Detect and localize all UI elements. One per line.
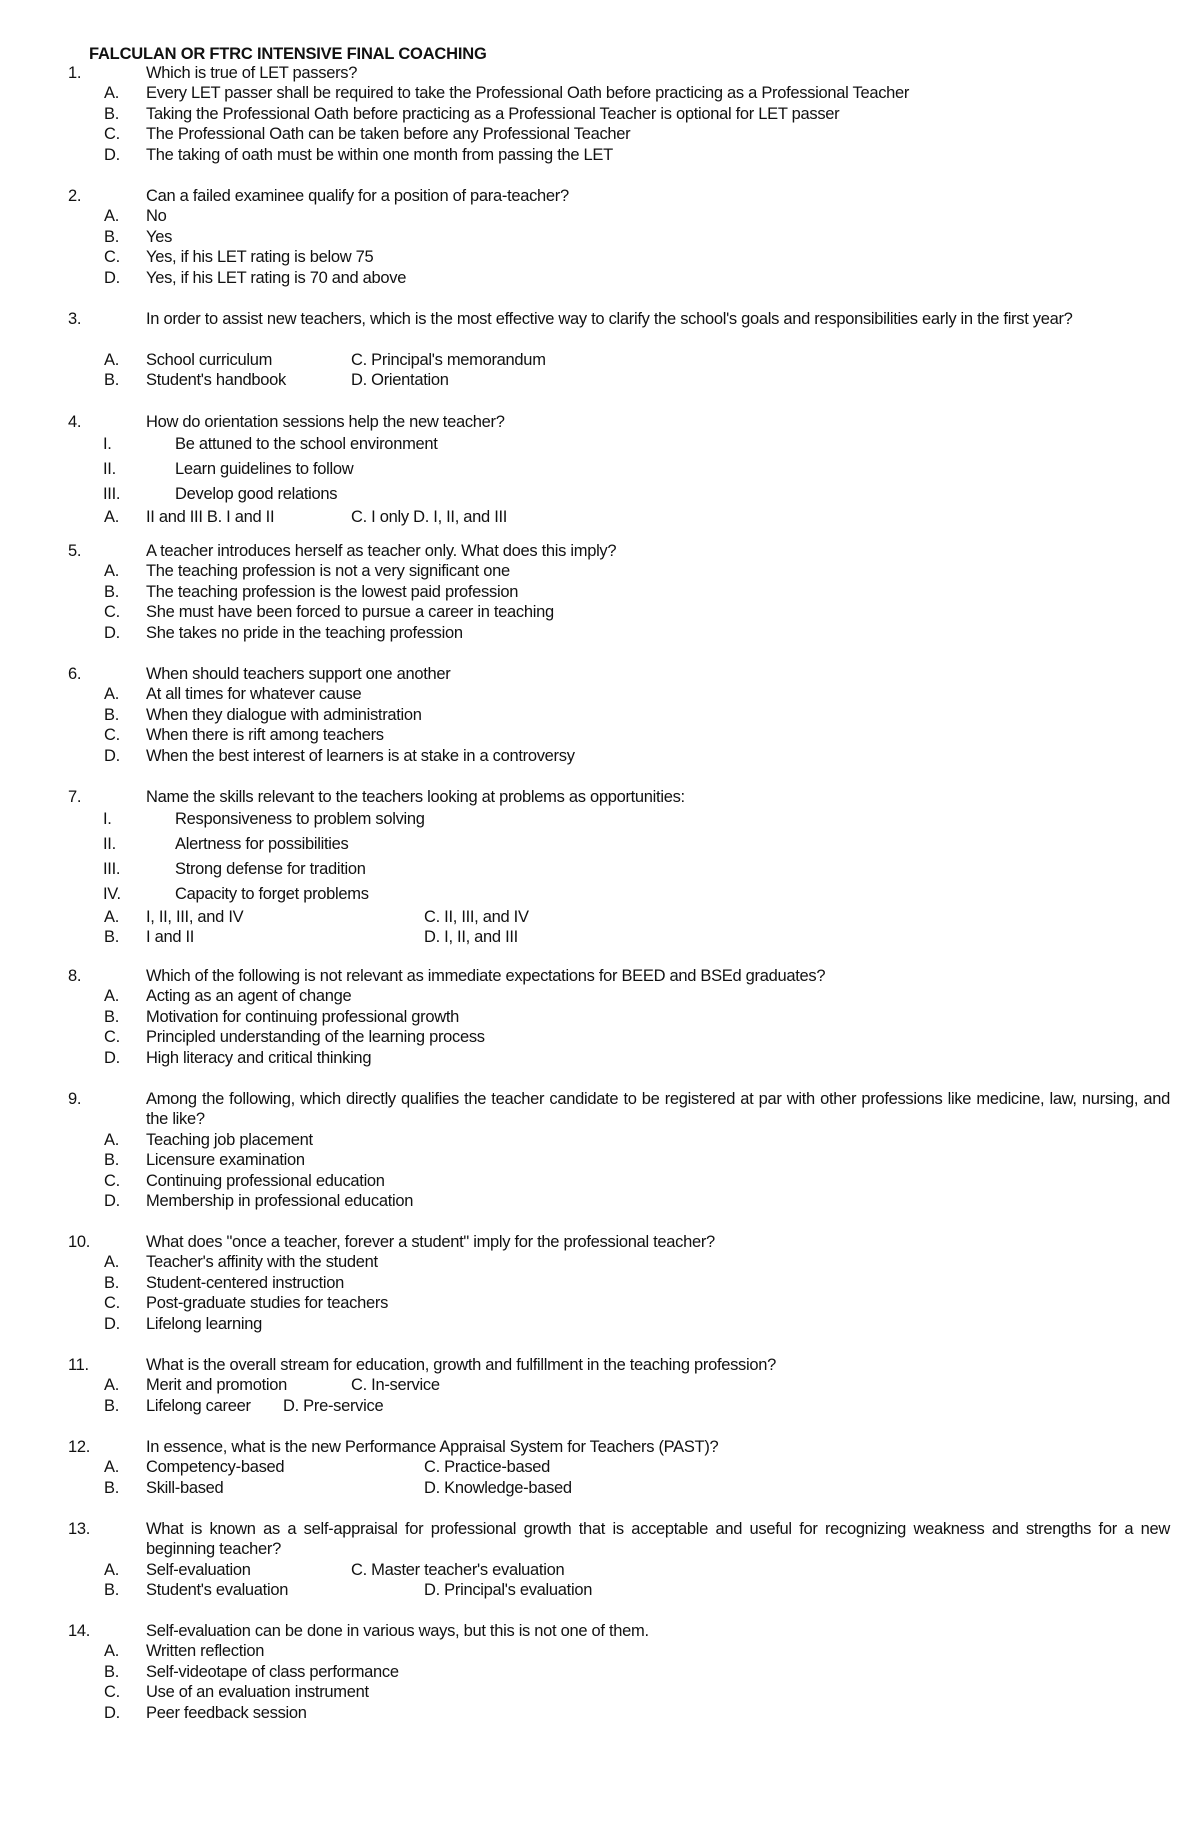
option-b bbox=[0, 1273, 1200, 1293]
roman-numeral: I. bbox=[103, 435, 112, 454]
option-letter: A. bbox=[104, 1130, 119, 1149]
option-letter: B. bbox=[104, 927, 119, 946]
option-letter: A. bbox=[104, 907, 119, 926]
option-letter: D. bbox=[104, 268, 120, 287]
option-letter: D. bbox=[104, 623, 120, 642]
option-text: The teaching profession is not a very significant one bbox=[146, 562, 510, 581]
question-13 bbox=[0, 1519, 1200, 1601]
question-text: What is known as a self-appraisal for professional growth that is acceptable and useful for recognizing weakness and strengths for a new beginning teacher? bbox=[146, 1520, 1170, 1559]
option-text: Yes, if his LET rating is 70 and above bbox=[146, 268, 407, 287]
option-row bbox=[0, 927, 1200, 947]
option-text: C. I only D. I, II, and III bbox=[351, 507, 508, 526]
option-letter: C. bbox=[104, 726, 120, 745]
question-number: 10. bbox=[68, 1233, 91, 1251]
option-c bbox=[0, 124, 1200, 144]
option-b bbox=[0, 1150, 1200, 1170]
question-number: 7. bbox=[68, 788, 82, 806]
option-d bbox=[0, 1703, 1200, 1723]
option-text: Lifelong learning bbox=[146, 1314, 262, 1333]
option-letter: C. bbox=[104, 248, 120, 267]
option-text: D. Pre-service bbox=[283, 1396, 384, 1415]
option-letter: A. bbox=[104, 1376, 119, 1395]
option-text: School curriculum bbox=[146, 350, 273, 369]
option-letter: C. bbox=[104, 1028, 120, 1047]
question-line bbox=[0, 664, 1200, 684]
option-text: Self-videotape of class performance bbox=[146, 1662, 399, 1681]
question-number: 13. bbox=[68, 1520, 91, 1538]
option-letter: D. bbox=[104, 1048, 120, 1067]
option-text: Every LET passer shall be required to take the Professional Oath before practicing as a Professional Teacher bbox=[146, 84, 910, 103]
option-letter: C. bbox=[104, 1294, 120, 1313]
option-text: Peer feedback session bbox=[146, 1703, 307, 1722]
option-text: Competency-based bbox=[146, 1458, 285, 1477]
option-letter: B. bbox=[104, 1478, 119, 1497]
option-c bbox=[0, 1293, 1200, 1313]
option-b bbox=[0, 227, 1200, 247]
roman-text: Strong defense for tradition bbox=[175, 859, 366, 878]
option-text: Teacher's affinity with the student bbox=[146, 1253, 378, 1272]
option-text: Skill-based bbox=[146, 1478, 224, 1497]
option-text: C. Principal's memorandum bbox=[351, 350, 546, 369]
question-number: 14. bbox=[68, 1622, 91, 1640]
option-c bbox=[0, 1682, 1200, 1702]
option-text: When the best interest of learners is at stake in a controversy bbox=[146, 746, 575, 765]
option-text: Taking the Professional Oath before practicing as a Professional Teacher is optional for LET passer bbox=[146, 104, 840, 123]
option-text: When they dialogue with administration bbox=[146, 705, 422, 724]
option-text: C. II, III, and IV bbox=[424, 907, 529, 926]
option-a bbox=[0, 684, 1200, 704]
option-text: D. Orientation bbox=[351, 371, 449, 390]
question-text: In essence, what is the new Performance Appraisal System for Teachers (PAST)? bbox=[146, 1438, 719, 1456]
option-row bbox=[0, 1478, 1200, 1498]
option-a bbox=[0, 1641, 1200, 1661]
roman-item bbox=[0, 832, 1200, 857]
question-line bbox=[0, 966, 1200, 986]
option-c bbox=[0, 725, 1200, 745]
roman-text: Develop good relations bbox=[175, 484, 338, 503]
option-letter: C. bbox=[104, 1683, 120, 1702]
question-line bbox=[0, 186, 1200, 206]
option-text: Motivation for continuing professional growth bbox=[146, 1007, 460, 1026]
option-letter: D. bbox=[104, 1314, 120, 1333]
option-row bbox=[0, 1396, 1200, 1416]
question-9 bbox=[0, 1089, 1200, 1211]
roman-numeral: I. bbox=[103, 810, 112, 829]
option-letter: D. bbox=[104, 145, 120, 164]
question-7 bbox=[0, 787, 1200, 947]
option-letter: B. bbox=[104, 371, 119, 390]
question-line bbox=[0, 1355, 1200, 1375]
roman-text: Be attuned to the school environment bbox=[175, 435, 438, 454]
question-number: 6. bbox=[68, 665, 82, 683]
option-letter: C. bbox=[104, 603, 120, 622]
question-text: Self-evaluation can be done in various ways, but this is not one of them. bbox=[146, 1622, 649, 1640]
question-3 bbox=[0, 309, 1200, 391]
roman-text: Alertness for possibilities bbox=[175, 835, 349, 854]
option-letter: B. bbox=[104, 1581, 119, 1600]
option-text: The teaching profession is the lowest paid profession bbox=[146, 582, 519, 601]
question-number: 12. bbox=[68, 1438, 91, 1456]
option-d bbox=[0, 1048, 1200, 1068]
option-row bbox=[0, 370, 1200, 390]
option-text: D. Principal's evaluation bbox=[424, 1581, 593, 1600]
option-b bbox=[0, 104, 1200, 124]
option-text: Use of an evaluation instrument bbox=[146, 1683, 369, 1702]
option-letter: B. bbox=[104, 1273, 119, 1292]
option-b bbox=[0, 705, 1200, 725]
roman-item bbox=[0, 807, 1200, 832]
option-text: The Professional Oath can be taken before any Professional Teacher bbox=[146, 125, 631, 144]
option-text: I and II bbox=[146, 927, 195, 946]
option-b bbox=[0, 582, 1200, 602]
option-text: Lifelong career bbox=[146, 1396, 251, 1415]
roman-text: Responsiveness to problem solving bbox=[175, 810, 425, 829]
roman-numeral: III. bbox=[103, 484, 121, 503]
option-d bbox=[0, 746, 1200, 766]
option-letter: C. bbox=[104, 1171, 120, 1190]
roman-item bbox=[0, 432, 1200, 457]
option-a bbox=[0, 1130, 1200, 1150]
option-text: C. In-service bbox=[351, 1376, 440, 1395]
option-text: D. I, II, and III bbox=[424, 927, 518, 946]
question-text: When should teachers support one another bbox=[146, 665, 451, 683]
question-line bbox=[0, 309, 1200, 350]
option-text: Yes bbox=[146, 227, 173, 246]
option-row bbox=[0, 1560, 1200, 1580]
question-number: 8. bbox=[68, 967, 82, 985]
option-letter: B. bbox=[104, 1007, 119, 1026]
roman-item bbox=[0, 882, 1200, 907]
option-letter: B. bbox=[104, 227, 119, 246]
option-text: Self-evaluation bbox=[146, 1560, 251, 1579]
option-c bbox=[0, 247, 1200, 267]
option-letter: B. bbox=[104, 1151, 119, 1170]
question-number: 1. bbox=[68, 64, 82, 82]
option-text: Student's evaluation bbox=[146, 1581, 289, 1600]
option-a bbox=[0, 561, 1200, 581]
question-text: Can a failed examinee qualify for a position of para-teacher? bbox=[146, 187, 569, 205]
option-a bbox=[0, 83, 1200, 103]
option-letter: A. bbox=[104, 507, 119, 526]
question-2 bbox=[0, 186, 1200, 288]
option-b bbox=[0, 1662, 1200, 1682]
question-line bbox=[0, 787, 1200, 807]
question-text: What is the overall stream for education, growth and fulfillment in the teaching profession? bbox=[146, 1356, 777, 1374]
option-d bbox=[0, 268, 1200, 288]
question-8 bbox=[0, 966, 1200, 1068]
roman-numeral: IV. bbox=[103, 884, 121, 903]
option-text: Student-centered instruction bbox=[146, 1273, 344, 1292]
roman-item bbox=[0, 857, 1200, 882]
option-letter: B. bbox=[104, 104, 119, 123]
roman-numeral: II. bbox=[103, 835, 116, 854]
option-text: Written reflection bbox=[146, 1642, 265, 1661]
option-text: II and III B. I and II bbox=[146, 507, 275, 526]
option-text: Post-graduate studies for teachers bbox=[146, 1294, 389, 1313]
option-letter: D. bbox=[104, 1703, 120, 1722]
option-text: Membership in professional education bbox=[146, 1191, 414, 1210]
option-a bbox=[0, 986, 1200, 1006]
option-row bbox=[0, 1457, 1200, 1477]
option-a bbox=[0, 206, 1200, 226]
question-text: How do orientation sessions help the new teacher? bbox=[146, 413, 505, 431]
option-letter: B. bbox=[104, 1396, 119, 1415]
question-number: 9. bbox=[68, 1090, 82, 1108]
option-letter: B. bbox=[104, 705, 119, 724]
option-text: She must have been forced to pursue a career in teaching bbox=[146, 603, 554, 622]
option-row bbox=[0, 1580, 1200, 1600]
option-letter: A. bbox=[104, 207, 119, 226]
option-text: Licensure examination bbox=[146, 1151, 305, 1170]
question-1 bbox=[0, 63, 1200, 165]
question-line bbox=[0, 541, 1200, 561]
question-text: Name the skills relevant to the teachers looking at problems as opportunities: bbox=[146, 788, 685, 806]
option-c bbox=[0, 1171, 1200, 1191]
question-line bbox=[0, 412, 1200, 432]
question-text: Which is true of LET passers? bbox=[146, 64, 358, 82]
option-letter: A. bbox=[104, 84, 119, 103]
option-d bbox=[0, 1191, 1200, 1211]
option-d bbox=[0, 145, 1200, 165]
option-text: C. Master teacher's evaluation bbox=[351, 1560, 565, 1579]
question-text: A teacher introduces herself as teacher only. What does this imply? bbox=[146, 542, 617, 560]
option-letter: A. bbox=[104, 1253, 119, 1272]
option-text: I, II, III, and IV bbox=[146, 907, 244, 926]
option-text: At all times for whatever cause bbox=[146, 685, 362, 704]
question-line bbox=[0, 1232, 1200, 1252]
option-letter: C. bbox=[104, 125, 120, 144]
option-d bbox=[0, 623, 1200, 643]
option-text: When there is rift among teachers bbox=[146, 726, 384, 745]
option-text: She takes no pride in the teaching profession bbox=[146, 623, 463, 642]
option-row bbox=[0, 1375, 1200, 1395]
option-text: C. Practice-based bbox=[424, 1458, 551, 1477]
question-10 bbox=[0, 1232, 1200, 1334]
option-letter: A. bbox=[104, 685, 119, 704]
option-text: The taking of oath must be within one month from passing the LET bbox=[146, 145, 613, 164]
option-text: Yes, if his LET rating is below 75 bbox=[146, 248, 374, 267]
question-line bbox=[0, 1519, 1200, 1560]
option-text: Principled understanding of the learning process bbox=[146, 1028, 485, 1047]
option-letter: D. bbox=[104, 1191, 120, 1210]
question-12 bbox=[0, 1437, 1200, 1498]
option-text: Merit and promotion bbox=[146, 1376, 288, 1395]
option-d bbox=[0, 1314, 1200, 1334]
roman-numeral: II. bbox=[103, 460, 116, 479]
roman-item bbox=[0, 482, 1200, 507]
option-letter: B. bbox=[104, 1662, 119, 1681]
option-letter: A. bbox=[104, 1642, 119, 1661]
option-a bbox=[0, 1252, 1200, 1272]
option-letter: A. bbox=[104, 1560, 119, 1579]
question-line bbox=[0, 63, 1200, 83]
question-number: 2. bbox=[68, 187, 82, 205]
question-text: Which of the following is not relevant as immediate expectations for BEED and BSEd graduates? bbox=[146, 967, 826, 985]
option-letter: A. bbox=[104, 562, 119, 581]
question-6 bbox=[0, 664, 1200, 766]
option-row bbox=[0, 507, 1200, 527]
question-4 bbox=[0, 412, 1200, 527]
option-text: Teaching job placement bbox=[146, 1130, 313, 1149]
option-text: Acting as an agent of change bbox=[146, 987, 352, 1006]
question-line bbox=[0, 1089, 1200, 1130]
roman-item bbox=[0, 457, 1200, 482]
roman-text: Capacity to forget problems bbox=[175, 884, 369, 903]
option-letter: A. bbox=[104, 987, 119, 1006]
question-14 bbox=[0, 1621, 1200, 1723]
option-text: D. Knowledge-based bbox=[424, 1478, 572, 1497]
question-text: What does "once a teacher, forever a student" imply for the professional teacher? bbox=[146, 1233, 715, 1251]
option-c bbox=[0, 1027, 1200, 1047]
question-line bbox=[0, 1437, 1200, 1457]
roman-numeral: III. bbox=[103, 859, 121, 878]
option-letter: A. bbox=[104, 1458, 119, 1477]
option-letter: A. bbox=[104, 350, 119, 369]
option-letter: D. bbox=[104, 746, 120, 765]
option-row bbox=[0, 350, 1200, 370]
option-text: High literacy and critical thinking bbox=[146, 1048, 372, 1067]
question-number: 3. bbox=[68, 310, 82, 328]
option-letter: B. bbox=[104, 582, 119, 601]
question-line bbox=[0, 1621, 1200, 1641]
option-c bbox=[0, 602, 1200, 622]
question-5 bbox=[0, 541, 1200, 643]
question-11 bbox=[0, 1355, 1200, 1416]
question-number: 5. bbox=[68, 542, 82, 560]
roman-text: Learn guidelines to follow bbox=[175, 460, 354, 479]
option-text: Student's handbook bbox=[146, 371, 286, 390]
option-row bbox=[0, 907, 1200, 927]
question-text: Among the following, which directly qualifies the teacher candidate to be registered at par with other professions like medicine, law, nursing, and the like? bbox=[146, 1090, 1170, 1129]
option-b bbox=[0, 1007, 1200, 1027]
document-title: FALCULAN OR FTRC INTENSIVE FINAL COACHING bbox=[89, 45, 487, 63]
question-number: 11. bbox=[68, 1356, 89, 1374]
option-text: Continuing professional education bbox=[146, 1171, 385, 1190]
option-text: No bbox=[146, 207, 167, 226]
question-text: In order to assist new teachers, which is the most effective way to clarify the school's goals and responsibilities early in the first year? bbox=[146, 310, 1073, 328]
question-number: 4. bbox=[68, 413, 82, 431]
